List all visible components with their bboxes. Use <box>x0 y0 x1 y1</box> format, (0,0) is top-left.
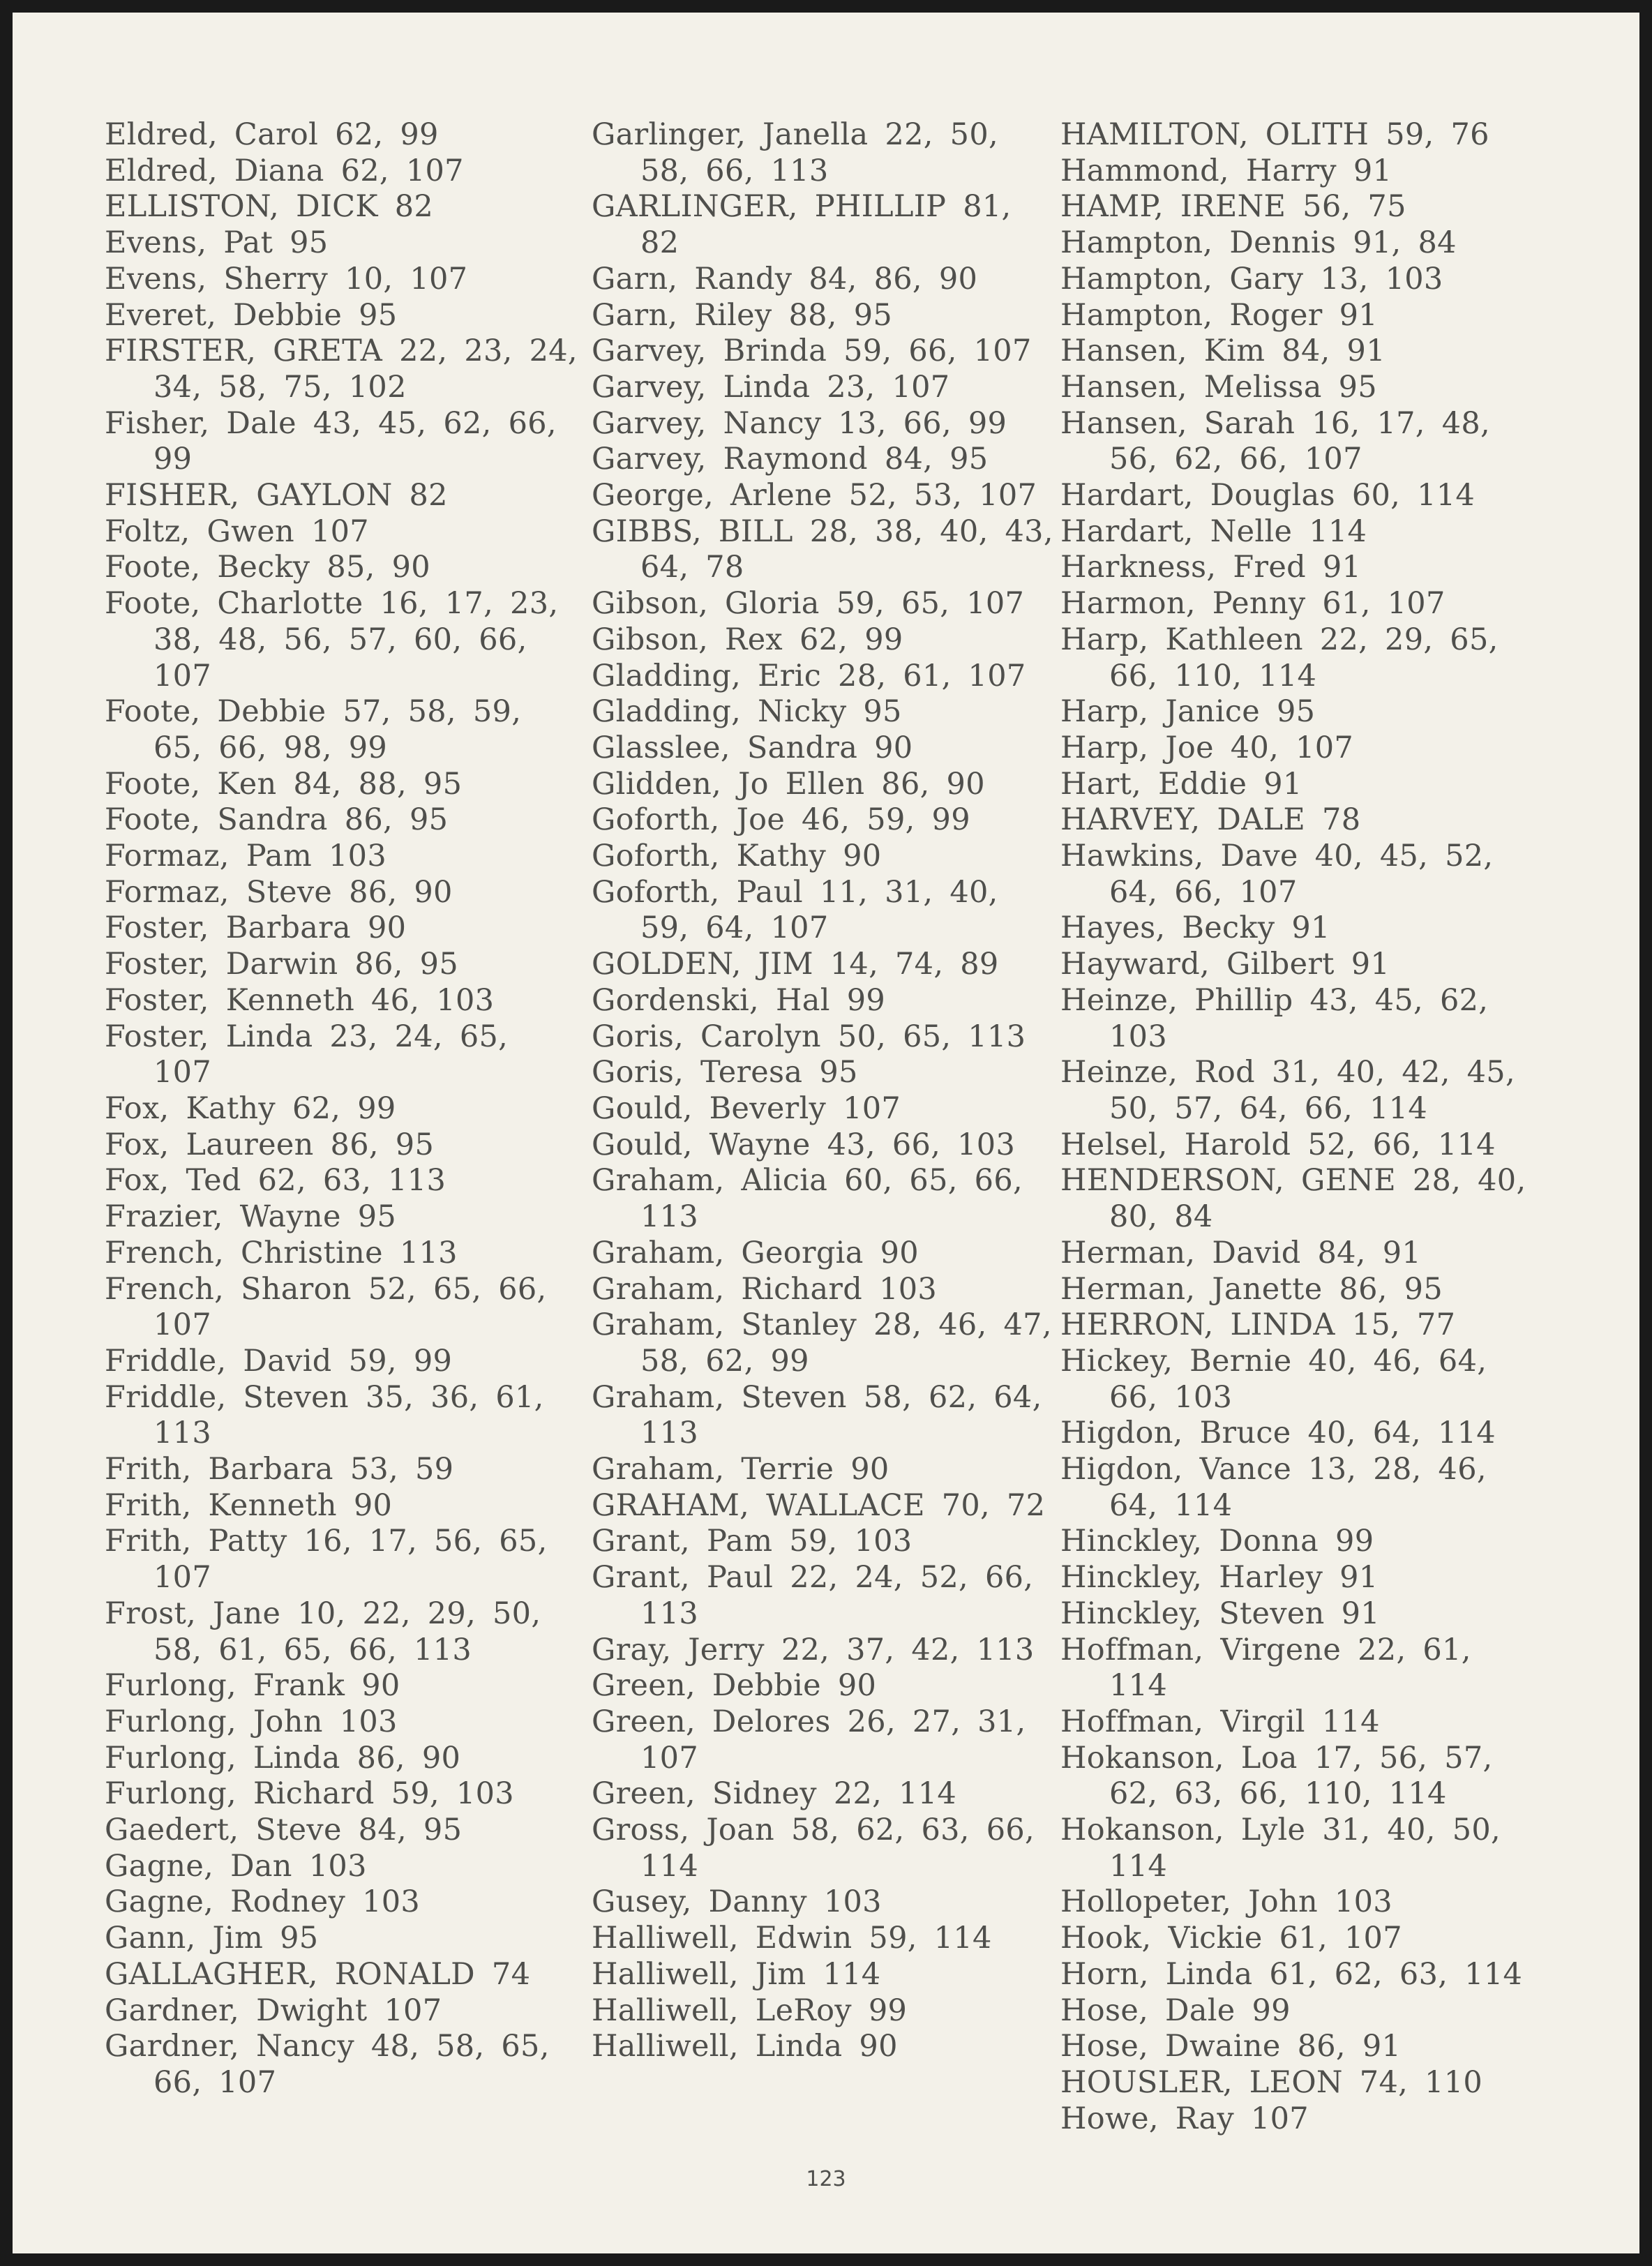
index-entry: Graham, Stanley 28, 46, 47, 58, 62, 99 <box>592 1307 1052 1379</box>
index-entry: Foster, Linda 23, 24, 65, 107 <box>105 1019 509 1090</box>
index-entry: Gusey, Danny 103 <box>592 1884 882 1920</box>
index-entry: Foltz, Gwen 107 <box>105 513 369 549</box>
index-entry: Harp, Janice 95 <box>1060 694 1316 730</box>
index-entry: Gray, Jerry 22, 37, 42, 113 <box>592 1632 1035 1667</box>
index-entry: Gagne, Rodney 103 <box>105 1884 421 1920</box>
index-column-2 <box>592 117 1059 2065</box>
index-entry: Higdon, Vance 13, 28, 46, 64, 114 <box>1060 1452 1487 1523</box>
index-entry: Foster, Kenneth 46, 103 <box>105 982 495 1018</box>
index-entry: Hokanson, Lyle 31, 40, 50, 114 <box>1060 1813 1501 1884</box>
index-entry: Frith, Patty 16, 17, 56, 65, 107 <box>105 1524 548 1596</box>
index-entry: Goforth, Paul 11, 31, 40, 59, 64, 107 <box>592 874 998 946</box>
index-entry: Furlong, John 103 <box>105 1704 398 1739</box>
index-entry: Hinckley, Harley 91 <box>1060 1560 1379 1596</box>
index-entry: Formaz, Pam 103 <box>105 839 386 874</box>
index-entry: Grant, Pam 59, 103 <box>592 1524 913 1559</box>
index-entry: HAMP, IRENE 56, 75 <box>1060 189 1406 225</box>
index-entry: Gibson, Gloria 59, 65, 107 <box>592 586 1025 622</box>
index-entry: Garn, Randy 84, 86, 90 <box>592 261 978 297</box>
index-entry: HARVEY, DALE 78 <box>1060 802 1361 838</box>
index-entry: HAMILTON, OLITH 59, 76 <box>1060 117 1489 152</box>
index-entry: Hoffman, Virgil 114 <box>1060 1704 1380 1739</box>
index-entry: Furlong, Linda 86, 90 <box>105 1740 461 1776</box>
index-entry: Gann, Jim 95 <box>105 1921 319 1956</box>
index-entry: Foote, Sandra 86, 95 <box>105 802 449 838</box>
index-entry: GIBBS, BILL 28, 38, 40, 43, 64, 78 <box>592 513 1053 585</box>
index-entry: French, Sharon 52, 65, 66, 107 <box>105 1271 547 1343</box>
index-entry: Garlinger, Janella 22, 50, 58, 66, 113 <box>592 117 998 188</box>
index-entry: Graham, Georgia 90 <box>592 1235 919 1270</box>
index-entry: Hansen, Sarah 16, 17, 48, 56, 62, 66, 107 <box>1060 405 1491 477</box>
index-entry: Hart, Eddie 91 <box>1060 766 1302 802</box>
index-entry: Goforth, Joe 46, 59, 99 <box>592 802 970 838</box>
index-entry: Goforth, Kathy 90 <box>592 839 882 874</box>
index-entry: ELLISTON, DICK 82 <box>105 189 434 225</box>
index-column-1 <box>105 117 579 2101</box>
index-entry: Furlong, Frank 90 <box>105 1668 400 1704</box>
index-entry: Friddle, David 59, 99 <box>105 1343 453 1379</box>
index-entry: FISHER, GAYLON 82 <box>105 478 448 513</box>
index-entry: GOLDEN, JIM 14, 74, 89 <box>592 947 999 982</box>
index-entry: Harmon, Penny 61, 107 <box>1060 586 1446 622</box>
index-entry: Gardner, Dwight 107 <box>105 1993 442 2028</box>
index-entry: Hardart, Douglas 60, 114 <box>1060 478 1475 513</box>
index-entry: Foster, Barbara 90 <box>105 910 407 946</box>
index-entry: Graham, Steven 58, 62, 64, 113 <box>592 1379 1042 1451</box>
index-entry: Gladding, Nicky 95 <box>592 694 902 730</box>
index-entry: Foote, Charlotte 16, 17, 23, 38, 48, 56, 57, 60, 66, 107 <box>105 586 559 693</box>
index-entry: Horn, Linda 61, 62, 63, 114 <box>1060 1956 1523 1992</box>
index-entry: Gould, Beverly 107 <box>592 1090 901 1126</box>
index-entry: Foote, Ken 84, 88, 95 <box>105 766 463 802</box>
index-entry: FIRSTER, GRETA 22, 23, 24, 34, 58, 75, 102 <box>105 333 578 405</box>
index-entry: Halliwell, Edwin 59, 114 <box>592 1921 992 1956</box>
index-entry: Foster, Darwin 86, 95 <box>105 947 458 982</box>
index-entry: Herman, Janette 86, 95 <box>1060 1271 1443 1307</box>
index-entry: Gordenski, Hal 99 <box>592 982 886 1018</box>
index-entry: Gardner, Nancy 48, 58, 65, 66, 107 <box>105 2029 550 2100</box>
index-entry: Hansen, Melissa 95 <box>1060 369 1377 405</box>
index-entry: Graham, Richard 103 <box>592 1271 938 1307</box>
index-entry: Fox, Kathy 62, 99 <box>105 1090 396 1126</box>
index-entry: Hawkins, Dave 40, 45, 52, 64, 66, 107 <box>1060 839 1494 910</box>
index-entry: Garvey, Brinda 59, 66, 107 <box>592 333 1032 369</box>
index-entry: Garvey, Nancy 13, 66, 99 <box>592 405 1007 441</box>
index-entry: French, Christine 113 <box>105 1235 458 1270</box>
index-column-3 <box>1060 117 1542 2137</box>
index-entry: Gaedert, Steve 84, 95 <box>105 1813 463 1848</box>
index-page <box>13 13 1639 2253</box>
index-entry: Everet, Debbie 95 <box>105 297 398 333</box>
index-entry: Hook, Vickie 61, 107 <box>1060 1921 1402 1956</box>
index-entry: GARLINGER, PHILLIP 81, 82 <box>592 189 1012 261</box>
index-entry: Green, Sidney 22, 114 <box>592 1776 957 1812</box>
index-entry: Hokanson, Loa 17, 56, 57, 62, 63, 66, 110, 114 <box>1060 1740 1493 1812</box>
index-entry: Helsel, Harold 52, 66, 114 <box>1060 1127 1496 1162</box>
index-entry: Formaz, Steve 86, 90 <box>105 874 453 910</box>
index-entry: HERRON, LINDA 15, 77 <box>1060 1307 1456 1343</box>
index-entry: Hose, Dwaine 86, 91 <box>1060 2029 1402 2064</box>
index-entry: Howe, Ray 107 <box>1060 2101 1309 2136</box>
index-entry: George, Arlene 52, 53, 107 <box>592 478 1037 513</box>
index-entry: Graham, Alicia 60, 65, 66, 113 <box>592 1163 1023 1235</box>
index-entry: Herman, David 84, 91 <box>1060 1235 1422 1270</box>
index-entry: Hollopeter, John 103 <box>1060 1884 1392 1920</box>
index-entry: Hardart, Nelle 114 <box>1060 513 1367 549</box>
index-entry: Hose, Dale 99 <box>1060 1993 1291 2028</box>
index-entry: HENDERSON, GENE 28, 40, 80, 84 <box>1060 1163 1526 1235</box>
index-entry: HOUSLER, LEON 74, 110 <box>1060 2064 1483 2100</box>
index-entry: Evens, Pat 95 <box>105 225 329 261</box>
index-entry: Hammond, Harry 91 <box>1060 153 1392 188</box>
index-entry: GRAHAM, WALLACE 70, 72 <box>592 1487 1046 1523</box>
index-entry: Graham, Terrie 90 <box>592 1452 889 1487</box>
index-entry: Gibson, Rex 62, 99 <box>592 622 903 657</box>
index-entry: Green, Debbie 90 <box>592 1668 877 1704</box>
index-entry: Hinckley, Steven 91 <box>1060 1596 1380 1631</box>
index-entry: Fox, Ted 62, 63, 113 <box>105 1163 446 1199</box>
index-entry: Fox, Laureen 86, 95 <box>105 1127 435 1162</box>
index-entry: Eldred, Carol 62, 99 <box>105 117 439 152</box>
index-entry: Friddle, Steven 35, 36, 61, 113 <box>105 1379 544 1451</box>
index-entry: Garvey, Raymond 84, 95 <box>592 442 989 477</box>
index-entry: Gould, Wayne 43, 66, 103 <box>592 1127 1016 1162</box>
index-entry: Halliwell, LeRoy 99 <box>592 1993 908 2028</box>
index-entry: Harkness, Fred 91 <box>1060 550 1362 585</box>
index-entry: Hayes, Becky 91 <box>1060 910 1330 946</box>
index-entry: Foote, Debbie 57, 58, 59, 65, 66, 98, 99 <box>105 694 522 765</box>
index-entry: Green, Delores 26, 27, 31, 107 <box>592 1704 1026 1776</box>
index-entry: Hayward, Gilbert 91 <box>1060 947 1390 982</box>
index-entry: Garn, Riley 88, 95 <box>592 297 893 333</box>
index-entry: Fisher, Dale 43, 45, 62, 66, 99 <box>105 405 557 477</box>
index-entry: Harp, Kathleen 22, 29, 65, 66, 110, 114 <box>1060 622 1499 693</box>
index-entry: Evens, Sherry 10, 107 <box>105 261 468 297</box>
index-entry: Hoffman, Virgene 22, 61, 114 <box>1060 1632 1471 1704</box>
index-entry: Gagne, Dan 103 <box>105 1848 367 1884</box>
index-entry: Hampton, Gary 13, 103 <box>1060 261 1443 297</box>
index-entry: Eldred, Diana 62, 107 <box>105 153 464 188</box>
index-entry: Garvey, Linda 23, 107 <box>592 369 950 405</box>
index-entry: Glidden, Jo Ellen 86, 90 <box>592 766 985 802</box>
index-entry: Frost, Jane 10, 22, 29, 50, 58, 61, 65, 66, 113 <box>105 1596 541 1667</box>
index-entry: Hickey, Bernie 40, 46, 64, 66, 103 <box>1060 1343 1487 1415</box>
index-entry: Glasslee, Sandra 90 <box>592 730 913 765</box>
index-entry: Hampton, Roger 91 <box>1060 297 1378 333</box>
index-entry: Frazier, Wayne 95 <box>105 1199 397 1235</box>
index-entry: Harp, Joe 40, 107 <box>1060 730 1354 765</box>
index-entry: Grant, Paul 22, 24, 52, 66, 113 <box>592 1560 1034 1631</box>
index-entry: Heinze, Phillip 43, 45, 62, 103 <box>1060 982 1489 1054</box>
index-entry: Hampton, Dennis 91, 84 <box>1060 225 1457 261</box>
index-entry: Heinze, Rod 31, 40, 42, 45, 50, 57, 64, 66, 114 <box>1060 1055 1515 1126</box>
index-entry: Higdon, Bruce 40, 64, 114 <box>1060 1416 1496 1451</box>
page-number: 123 <box>806 2167 846 2191</box>
index-entry: Foote, Becky 85, 90 <box>105 550 430 585</box>
index-entry: Goris, Carolyn 50, 65, 113 <box>592 1019 1026 1054</box>
index-entry: GALLAGHER, RONALD 74 <box>105 1956 531 1992</box>
index-entry: Frith, Kenneth 90 <box>105 1487 393 1523</box>
index-entry: Goris, Teresa 95 <box>592 1055 858 1090</box>
index-entry: Hansen, Kim 84, 91 <box>1060 333 1386 369</box>
index-entry: Furlong, Richard 59, 103 <box>105 1776 514 1812</box>
index-entry: Frith, Barbara 53, 59 <box>105 1452 454 1487</box>
index-entry: Halliwell, Jim 114 <box>592 1956 881 1992</box>
index-entry: Gladding, Eric 28, 61, 107 <box>592 658 1026 693</box>
index-entry: Hinckley, Donna 99 <box>1060 1524 1374 1559</box>
index-entry: Halliwell, Linda 90 <box>592 2029 898 2064</box>
index-entry: Gross, Joan 58, 62, 63, 66, 114 <box>592 1813 1035 1884</box>
